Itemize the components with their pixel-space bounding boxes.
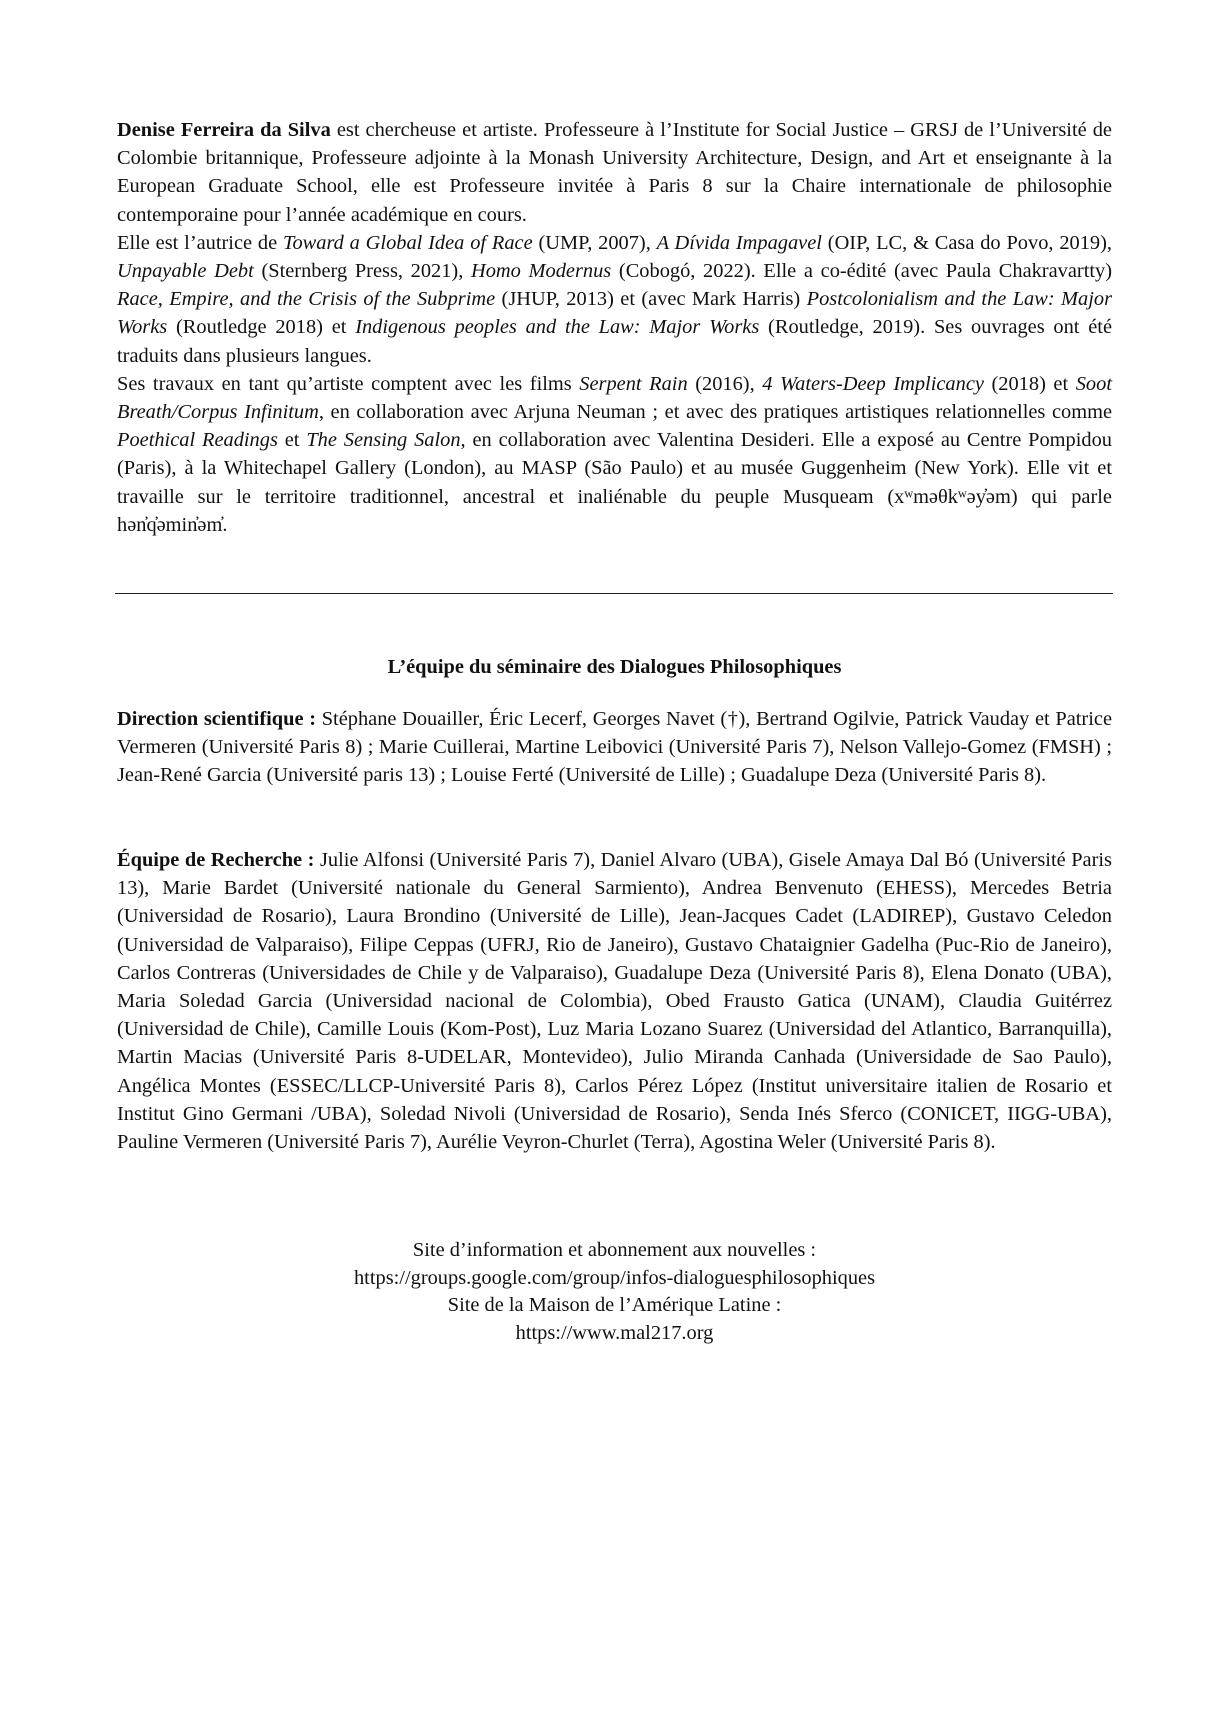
- bio-paragraph-publications: Elle est l’autrice de Toward a Global Idea of Race (UMP, 2007), A Dívida Impagavel (OIP, LC, & Casa do Povo, 2019), Unpayable Debt (Sternberg Press, 2021), Homo Modernus (Cobogó, 2022). Elle a co-édité (avec Paula Chakravartty) Race, Empire, and the Crisis of the Subprime (JHUP, 2013) et (avec Mark Harris) Postcolonialism and the Law: Major Works (Routledge 2018) et Indigenous peoples and the Law: Major Works (Routledge, 2019). Ses ouvrages ont été traduits dans plusieurs langues.: [117, 231, 1113, 367]
- book-title: Unpayable Debt: [117, 260, 254, 283]
- book-title: Toward a Global Idea of Race: [282, 231, 533, 254]
- equipe-recherche-paragraph: Équipe de Recherche : Julie Alfonsi (Université Paris 7), Daniel Alvaro (UBA), Gisele Amaya Dal Bó (Université Paris 13), Marie Bardet (Université nationale du General Sarmiento), Andrea Benvenuto (EHESS), Mercedes Betria (Universidad de Rosario), Laura Brondino (Université de Lille), Jean-Jacques Cadet (LADIREP), Gustavo Celedon (Universidad de Valparaiso), Filipe Ceppas (UFRJ, Rio de Janeiro), Gustavo Chataignier Gadelha (Puc-Rio de Janeiro), Carlos Contreras (Universidades de Chile y de Valparaiso), Guadalupe Deza (Université Paris 8), Elena Donato (UBA), Maria Soledad Garcia (Universidad nacional de Colombia), Obed Frausto Gatica (UNAM), Claudia Guitérrez (Universidad de Chile), Camille Louis (Kom-Post), Luz Maria Lozano Suarez (Universidad del Atlantico, Barranquilla), Martin Macias (Université Paris 8-UDELAR, Montevideo), Julio Miranda Canhada (Universidade de Sao Paulo), Angélica Montes (ESSEC/LLCP-Université Paris 8), Carlos Pérez López (Institut universitaire italien de Rosario et Institut Gino Germani /UBA), Soledad Nivoli (Universidad de Rosario), Senda Inés Sferco (CONICET, IIGG-UBA), Pauline Vermeren (Université Paris 7), Aurélie Veyron-Churlet (Terra), Agostina Weler (Université Paris 8).: [117, 849, 1112, 1154]
- author-name: Denise Ferreira da Silva: [117, 119, 331, 141]
- footer-links: [117, 1237, 1112, 1347]
- work-title: Poethical Readings: [117, 429, 278, 452]
- book-title: Indigenous peoples and the Law: Major Works: [355, 316, 760, 339]
- bio-paragraph-artworks: Ses travaux en tant qu’artiste comptent avec les films Serpent Rain (2016), 4 Waters-Deep Implicancy (2018) et Soot Breath/Corpus Infinitum, en collaboration avec Arjuna Neuman ; et avec des pratiques artistiques relationnelles comme Poethical Readings et The Sensing Salon, en collaboration avec Valentina Desideri. Elle a exposé au Centre Pompidou (Paris), à la Whitechapel Gallery (London), au MASP (São Paulo) et au musée Guggenheim (New York). Elle vit et travaille sur le territoire traditionnel, ancestral et inaliénable du peuple Musqueam (xʷməθkʷəy̓əm) qui parle hən̓q̓əmin̓əm̓.: [117, 372, 1112, 536]
- work-title: 4 Waters-Deep Implicancy: [762, 372, 984, 395]
- bio-section: [117, 116, 1112, 539]
- work-title: The Sensing Salon: [306, 429, 461, 452]
- mal-site-label: Site de la Maison de l’Amérique Latine :: [447, 1294, 782, 1316]
- team-title: L’équipe du séminaire des Dialogues Philosophiques: [387, 656, 842, 678]
- book-title: Homo Modernus: [471, 260, 612, 283]
- google-group-link[interactable]: https://groups.google.com/group/infos-dialoguesphilosophiques: [353, 1266, 876, 1289]
- direction-label: Direction scientifique :: [117, 708, 317, 730]
- work-title: Serpent Rain: [579, 372, 688, 395]
- mal-site-link[interactable]: https://www.mal217.org: [515, 1321, 714, 1344]
- equipe-label: Équipe de Recherche :: [117, 849, 315, 871]
- book-title: A Dívida Impagavel: [656, 231, 822, 254]
- work-title: Soot Breath/Corpus Infinitum: [117, 372, 1112, 424]
- info-site-label: Site d’information et abonnement aux nouvelles :: [412, 1239, 817, 1261]
- book-title: Postcolonialism and the Law: Major Works: [117, 288, 1113, 339]
- direction-scientifique-paragraph: Direction scientifique : Stéphane Douailler, Éric Lecerf, Georges Navet (†), Bertrand Ogilvie, Patrick Vauday et Patrice Vermeren (Université Paris 8) ; Marie Cuillerai, Martine Leibovici (Université Paris 7), Nelson Vallejo-Gomez (FMSH) ; Jean-René Garcia (Université paris 13) ; Louise Ferté (Université de Lille) ; Guadalupe Deza (Université Paris 8).: [117, 708, 1112, 787]
- bio-paragraph-intro: Denise Ferreira da Silva est chercheuse et artiste. Professeure à l’Institute for Social Justice – GRSJ de l’Université de Colombie britannique, Professeure adjointe à la Monash University Architecture, Design, and Art et enseignante à la European Graduate School, elle est Professeure invitée à Paris 8 sur la Chaire internationale de philosophie contemporaine pour l’année académique en cours.: [117, 119, 1112, 226]
- section-divider: [115, 593, 1113, 594]
- book-title: Race, Empire, and the Crisis of the Subprime: [117, 288, 496, 311]
